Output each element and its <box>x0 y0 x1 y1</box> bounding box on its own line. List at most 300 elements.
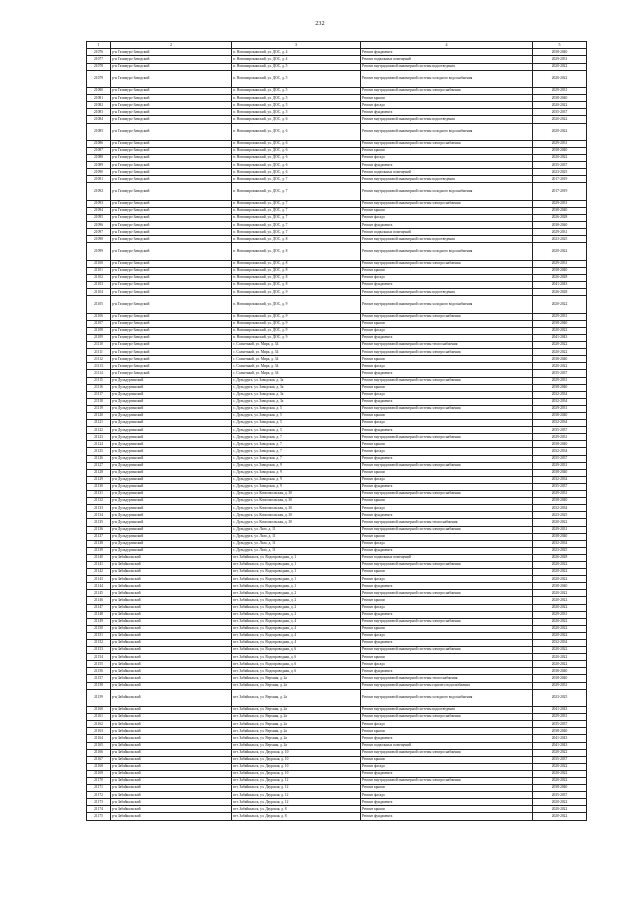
row-number-cell: 21153 <box>87 647 111 654</box>
table-row <box>87 63 587 70</box>
address-cell: с. Дульдурга, ул. Заводская, д. 3а <box>232 391 361 398</box>
work-type-cell: Ремонт внутридомовой инженерной системы электроснабжения <box>361 618 533 625</box>
district-cell: р-н Забайкальский <box>111 618 232 625</box>
period-cell: 2029-2031 <box>533 140 587 147</box>
table-row <box>87 625 587 632</box>
work-type-cell: Ремонт внутридомовой инженерной системы холодного водоснабжения <box>361 243 533 260</box>
table-row <box>87 735 587 742</box>
work-type-cell: Ремонт внутридомовой инженерной системы электроснабжения <box>361 260 533 267</box>
work-type-cell: Ремонт внутридомовой инженерной системы водоотведения <box>361 236 533 243</box>
table-row <box>87 370 587 377</box>
row-number-cell: 21134 <box>87 512 111 519</box>
district-cell: р-н Газимуро-Заводский <box>111 148 232 155</box>
period-cell: 2020-2022 <box>533 363 587 370</box>
column-number: 1 <box>87 42 111 49</box>
work-type-cell: Ремонт внутридомовой инженерной системы водоотведения <box>361 176 533 183</box>
table-row <box>87 260 587 267</box>
period-cell: 2029-2031 <box>533 313 587 320</box>
address-cell: пгт. Забайкальск, ул. Водопроводная, д. 2 <box>232 597 361 604</box>
table-row <box>87 320 587 327</box>
period-cell: 2020-2022 <box>533 799 587 806</box>
district-cell: р-н Газимуро-Заводский <box>111 95 232 102</box>
address-cell: с. Дульдурга, ул. Заводская, д. 7 <box>232 434 361 441</box>
period-cell: 2017-2019 <box>533 183 587 200</box>
period-cell: 2032-2034 <box>533 476 587 483</box>
period-cell: 2035-2037 <box>533 721 587 728</box>
period-cell: 2020-2022 <box>533 749 587 756</box>
table-row <box>87 770 587 777</box>
period-cell: 2032-2034 <box>533 448 587 455</box>
period-cell: 2041-2043 <box>533 707 587 714</box>
address-cell: с. Дульдурга, ул. Комсомольская, д. 30 <box>232 491 361 498</box>
period-cell: 2020-2022 <box>533 349 587 356</box>
period-cell: 2032-2034 <box>533 505 587 512</box>
address-cell: пгт. Забайкальск, ул. Верхняя, д. 2а <box>232 728 361 735</box>
district-cell: р-н Газимуро-Заводский <box>111 140 232 147</box>
table-row <box>87 384 587 391</box>
work-type-cell: Ремонт фундамента <box>361 583 533 590</box>
work-type-cell: Ремонт фундамента <box>361 770 533 777</box>
address-cell: п. Новоширокинский, ул. ДОС, д. 7 <box>232 200 361 207</box>
work-type-cell: Ремонт внутридомовой инженерной системы электроснабжения <box>361 647 533 654</box>
table-row <box>87 533 587 540</box>
address-cell: пгт. Забайкальск, ул. Даурская, д. 8 <box>232 813 361 820</box>
address-cell: п. Новоширокинский, ул. ДОС, д. 7 <box>232 222 361 229</box>
table-row <box>87 654 587 661</box>
address-cell: с. Солнечный, ул. Мира, д. 34 <box>232 349 361 356</box>
row-number-cell: 21103 <box>87 282 111 289</box>
period-cell: 2038-2040 <box>533 356 587 363</box>
address-cell: п. Новоширокинский, ул. ДОС, д. 5 <box>232 102 361 109</box>
address-cell: пгт. Забайкальск, ул. Водопроводная, д. 6 <box>232 654 361 661</box>
address-cell: пгт. Забайкальск, ул. Водопроводная, д. 2 <box>232 590 361 597</box>
column-number: 5 <box>533 42 587 49</box>
period-cell: 2038-2040 <box>533 533 587 540</box>
table-row <box>87 123 587 140</box>
table-row <box>87 342 587 349</box>
district-cell: р-н Газимуро-Заводский <box>111 282 232 289</box>
work-type-cell: Ремонт фундамента <box>361 611 533 618</box>
work-type-cell: Ремонт внутридомовой инженерной системы водоотведения <box>361 707 533 714</box>
district-cell: р-н Газимуро-Заводский <box>111 116 232 123</box>
work-type-cell: Ремонт подвальных помещений <box>361 229 533 236</box>
work-type-cell: Ремонт крыши <box>361 498 533 505</box>
district-cell: р-н Забайкальский <box>111 728 232 735</box>
table-row <box>87 604 587 611</box>
table-row <box>87 792 587 799</box>
table-row <box>87 576 587 583</box>
table-row <box>87 413 587 420</box>
address-cell: пгт. Забайкальск, ул. Даурская, д. 10 <box>232 749 361 756</box>
address-cell: с. Дульдурга, ул. Комсомольская, д. 30 <box>232 505 361 512</box>
work-type-cell: Ремонт фасада <box>361 275 533 282</box>
row-number-cell: 21149 <box>87 618 111 625</box>
work-type-cell: Ремонт внутридомовой инженерной системы электроснабжения <box>361 405 533 412</box>
row-number-cell: 21097 <box>87 229 111 236</box>
row-number-cell: 21156 <box>87 668 111 675</box>
address-cell: п. Новоширокинский, ул. ДОС, д. 9 <box>232 296 361 313</box>
district-cell: р-н Газимуро-Заводский <box>111 169 232 176</box>
row-number-cell: 21139 <box>87 547 111 554</box>
work-type-cell: Ремонт крыши <box>361 728 533 735</box>
work-type-cell: Ремонт внутридомовой инженерной системы электроснабжения <box>361 313 533 320</box>
row-number-cell: 21123 <box>87 434 111 441</box>
row-number-cell: 21159 <box>87 689 111 706</box>
table-row <box>87 448 587 455</box>
table-row <box>87 462 587 469</box>
table-row <box>87 707 587 714</box>
row-number-cell: 21158 <box>87 682 111 689</box>
row-number-cell: 21077 <box>87 56 111 63</box>
district-cell: р-н Газимуро-Заводский <box>111 102 232 109</box>
address-cell: с. Дульдурга, ул. Заводская, д. 5 <box>232 420 361 427</box>
district-cell: р-н Дульдургинский <box>111 441 232 448</box>
address-cell: пгт. Забайкальск, ул. Водопроводная, д. 1 <box>232 561 361 568</box>
district-cell: р-н Газимуро-Заводский <box>111 296 232 313</box>
address-cell: с. Дульдурга, ул. Заводская, д. 7 <box>232 441 361 448</box>
district-cell: р-н Дульдургинский <box>111 455 232 462</box>
period-cell: 2029-2031 <box>533 682 587 689</box>
district-cell: р-н Газимуро-Заводский <box>111 109 232 116</box>
district-cell: р-н Газимуро-Заводский <box>111 289 232 296</box>
period-cell: 2035-2037 <box>533 370 587 377</box>
row-number-cell: 21101 <box>87 267 111 274</box>
address-cell: п. Новоширокинский, ул. ДОС, д. 6 <box>232 140 361 147</box>
table-row <box>87 618 587 625</box>
table-row <box>87 611 587 618</box>
work-type-cell: Ремонт крыши <box>361 533 533 540</box>
district-cell: р-н Газимуро-Заводский <box>111 123 232 140</box>
table-row <box>87 148 587 155</box>
address-cell: с. Дульдурга, ул. Заводская, д. 9 <box>232 476 361 483</box>
address-cell: п. Новоширокинский, ул. ДОС, д. 8 <box>232 236 361 243</box>
district-cell: р-н Забайкальский <box>111 742 232 749</box>
address-cell: пгт. Забайкальск, ул. Даурская, д. 10 <box>232 763 361 770</box>
address-cell: п. Новоширокинский, ул. ДОС, д. 7 <box>232 183 361 200</box>
row-number-cell: 21172 <box>87 792 111 799</box>
row-number-cell: 21110 <box>87 342 111 349</box>
period-cell: 2020-2022 <box>533 618 587 625</box>
work-type-cell: Ремонт внутридомовой инженерной системы холодного водоснабжения <box>361 296 533 313</box>
table-row <box>87 526 587 533</box>
district-cell: р-н Газимуро-Заводский <box>111 155 232 162</box>
row-number-cell: 21089 <box>87 162 111 169</box>
table-row <box>87 200 587 207</box>
district-cell: р-н Газимуро-Заводский <box>111 200 232 207</box>
address-cell: пгт. Забайкальск, ул. Верхняя, д. 2а <box>232 721 361 728</box>
district-cell: р-н Забайкальский <box>111 576 232 583</box>
district-cell: р-н Забайкальский <box>111 654 232 661</box>
table-row <box>87 162 587 169</box>
district-cell: р-н Забайкальский <box>111 661 232 668</box>
table-row <box>87 742 587 749</box>
column-number: 3 <box>232 42 361 49</box>
period-cell: 2023-2025 <box>533 236 587 243</box>
work-type-cell: Ремонт фундамента <box>361 49 533 56</box>
period-cell: 2020-2022 <box>533 123 587 140</box>
district-cell: р-н Газимуро-Заводский <box>111 363 232 370</box>
work-type-cell: Ремонт фундамента <box>361 640 533 647</box>
period-cell: 2020-2022 <box>533 519 587 526</box>
row-number-cell: 21084 <box>87 116 111 123</box>
address-cell: пгт. Забайкальск, ул. Верхняя, д. 2а <box>232 714 361 721</box>
row-number-cell: 21080 <box>87 88 111 95</box>
row-number-cell: 21113 <box>87 363 111 370</box>
row-number-cell: 21117 <box>87 391 111 398</box>
period-cell: 2035-2037 <box>533 427 587 434</box>
address-cell: с. Солнечный, ул. Мира, д. 34 <box>232 356 361 363</box>
row-number-cell: 21122 <box>87 427 111 434</box>
district-cell: р-н Газимуро-Заводский <box>111 260 232 267</box>
address-cell: с. Дульдурга, ул. Заводская, д. 5 <box>232 405 361 412</box>
table-row <box>87 632 587 639</box>
period-cell: 2038-2040 <box>533 413 587 420</box>
row-number-cell: 21124 <box>87 441 111 448</box>
table-row <box>87 275 587 282</box>
row-number-cell: 21098 <box>87 236 111 243</box>
work-type-cell: Ремонт фундамента <box>361 427 533 434</box>
district-cell: р-н Газимуро-Заводский <box>111 275 232 282</box>
table-row <box>87 590 587 597</box>
district-cell: р-н Забайкальский <box>111 668 232 675</box>
table-row <box>87 327 587 334</box>
district-cell: р-н Газимуро-Заводский <box>111 49 232 56</box>
table-row <box>87 434 587 441</box>
district-cell: р-н Забайкальский <box>111 770 232 777</box>
address-cell: пгт. Забайкальск, ул. Даурская, д. 10 <box>232 770 361 777</box>
period-cell: 2020-2022 <box>533 63 587 70</box>
address-cell: с. Дульдурга, ул. Заводская, д. 9 <box>232 469 361 476</box>
row-number-cell: 21087 <box>87 148 111 155</box>
row-number-cell: 21148 <box>87 611 111 618</box>
row-number-cell: 21091 <box>87 176 111 183</box>
period-cell: 2026-2028 <box>533 215 587 222</box>
row-number-cell: 21109 <box>87 334 111 341</box>
district-cell: р-н Забайкальский <box>111 561 232 568</box>
period-cell: 2035-2037 <box>533 455 587 462</box>
period-cell: 2038-2040 <box>533 668 587 675</box>
row-number-cell: 21076 <box>87 49 111 56</box>
period-cell: 2029-2031 <box>533 434 587 441</box>
period-cell: 2017-2019 <box>533 176 587 183</box>
period-cell: 2020-2022 <box>533 296 587 313</box>
row-number-cell: 21151 <box>87 632 111 639</box>
work-type-cell: Ремонт фундамента <box>361 735 533 742</box>
row-number-cell: 21171 <box>87 785 111 792</box>
work-type-cell: Ремонт фундамента <box>361 282 533 289</box>
address-cell: с. Дульдурга, ул. Комсомольская, д. 30 <box>232 519 361 526</box>
district-cell: р-н Забайкальский <box>111 569 232 576</box>
period-cell: 2020-2022 <box>533 813 587 820</box>
table-row <box>87 483 587 490</box>
address-cell: пгт. Забайкальск, ул. Водопроводная, д. 6 <box>232 668 361 675</box>
work-type-cell: Ремонт крыши <box>361 469 533 476</box>
address-cell: с. Дульдурга, ул. Заводская, д. 3а <box>232 377 361 384</box>
table-row <box>87 155 587 162</box>
row-number-cell: 21155 <box>87 661 111 668</box>
table-row <box>87 749 587 756</box>
table-row <box>87 109 587 116</box>
table-row <box>87 222 587 229</box>
district-cell: р-н Забайкальский <box>111 682 232 689</box>
work-type-cell: Ремонт фасада <box>361 215 533 222</box>
district-cell: р-н Газимуро-Заводский <box>111 334 232 341</box>
work-type-cell: Ремонт внутридомовой инженерной системы электроснабжения <box>361 777 533 784</box>
work-type-cell: Ремонт фундамента <box>361 455 533 462</box>
table-row <box>87 296 587 313</box>
work-type-cell: Ремонт фундамента <box>361 512 533 519</box>
row-number-cell: 21165 <box>87 742 111 749</box>
district-cell: р-н Газимуро-Заводский <box>111 267 232 274</box>
table-row <box>87 95 587 102</box>
table-row <box>87 313 587 320</box>
period-cell: 2020-2022 <box>533 70 587 87</box>
table-row <box>87 554 587 561</box>
table-row <box>87 469 587 476</box>
work-type-cell: Ремонт внутридомовой инженерной системы электроснабжения <box>361 434 533 441</box>
row-number-cell: 21145 <box>87 590 111 597</box>
table-row <box>87 70 587 87</box>
address-cell: п. Новоширокинский, ул. ДОС, д. 8 <box>232 267 361 274</box>
row-number-cell: 21138 <box>87 540 111 547</box>
table-row <box>87 640 587 647</box>
row-number-cell: 21136 <box>87 526 111 533</box>
work-type-cell: Ремонт фасада <box>361 448 533 455</box>
row-number-cell: 21127 <box>87 462 111 469</box>
row-number-cell: 21169 <box>87 770 111 777</box>
work-type-cell: Ремонт крыши <box>361 654 533 661</box>
column-number: 4 <box>361 42 533 49</box>
work-type-cell: Ремонт крыши <box>361 806 533 813</box>
row-number-cell: 21088 <box>87 155 111 162</box>
district-cell: р-н Газимуро-Заводский <box>111 320 232 327</box>
row-number-cell: 21166 <box>87 749 111 756</box>
district-cell: р-н Газимуро-Заводский <box>111 327 232 334</box>
address-cell: пгт. Забайкальск, ул. Водопроводная, д. 4 <box>232 618 361 625</box>
district-cell: р-н Дульдургинский <box>111 533 232 540</box>
work-type-cell: Ремонт внутридомовой инженерной системы электроснабжения <box>361 749 533 756</box>
district-cell: р-н Дульдургинский <box>111 391 232 398</box>
column-number-row <box>87 42 587 49</box>
district-cell: р-н Забайкальский <box>111 707 232 714</box>
work-type-cell: Ремонт внутридомовой инженерной системы электроснабжения <box>361 714 533 721</box>
table-row <box>87 183 587 200</box>
period-cell: 2020-2022 <box>533 576 587 583</box>
table-row <box>87 398 587 405</box>
address-cell: пгт. Забайкальск, ул. Водопроводная, д. 2 <box>232 611 361 618</box>
address-cell: пгт. Забайкальск, ул. Верхняя, д. 2а <box>232 675 361 682</box>
table-row <box>87 777 587 784</box>
work-type-cell: Ремонт фасада <box>361 363 533 370</box>
period-cell: 2038-2040 <box>533 675 587 682</box>
address-cell: с. Дульдурга, ул. Заводская, д. 3а <box>232 384 361 391</box>
address-cell: пгт. Забайкальск, ул. Водопроводная, д. 1 <box>232 576 361 583</box>
period-cell: 2032-2034 <box>533 540 587 547</box>
table-row <box>87 561 587 568</box>
district-cell: р-н Газимуро-Заводский <box>111 370 232 377</box>
work-type-cell: Ремонт внутридомовой инженерной системы электроснабжения <box>361 491 533 498</box>
work-type-cell: Ремонт фасада <box>361 540 533 547</box>
district-cell: р-н Газимуро-Заводский <box>111 63 232 70</box>
period-cell: 2029-2031 <box>533 714 587 721</box>
work-type-cell: Ремонт крыши <box>361 207 533 214</box>
district-cell: р-н Забайкальский <box>111 777 232 784</box>
period-cell: 2038-2040 <box>533 441 587 448</box>
address-cell: пгт. Забайкальск, ул. Верхняя, д. 2а <box>232 689 361 706</box>
district-cell: р-н Газимуро-Заводский <box>111 222 232 229</box>
table-row <box>87 682 587 689</box>
period-cell: 2041-2043 <box>533 735 587 742</box>
address-cell: с. Дульдурга, ул. Лазо, д. 11 <box>232 526 361 533</box>
work-type-cell: Ремонт фасада <box>361 102 533 109</box>
period-cell: 2032-2034 <box>533 420 587 427</box>
period-cell: 2020-2022 <box>533 806 587 813</box>
table-row <box>87 334 587 341</box>
address-cell: п. Новоширокинский, ул. ДОС, д. 7 <box>232 207 361 214</box>
address-cell: пгт. Забайкальск, ул. Водопроводная, д. 6 <box>232 661 361 668</box>
address-cell: п. Новоширокинский, ул. ДОС, д. 9 <box>232 327 361 334</box>
row-number-cell: 21152 <box>87 640 111 647</box>
table-row <box>87 756 587 763</box>
work-type-cell: Ремонт фасада <box>361 391 533 398</box>
table-row <box>87 427 587 434</box>
address-cell: п. Новоширокинский, ул. ДОС, д. 6 <box>232 148 361 155</box>
address-cell: п. Новоширокинский, ул. ДОС, д. 6 <box>232 123 361 140</box>
row-number-cell: 21120 <box>87 413 111 420</box>
table-row <box>87 282 587 289</box>
district-cell: р-н Забайкальский <box>111 735 232 742</box>
row-number-cell: 21140 <box>87 554 111 561</box>
address-cell: пгт. Забайкальск, ул. Водопроводная, д. 1 <box>232 554 361 561</box>
row-number-cell: 21150 <box>87 625 111 632</box>
period-cell: 2026-2028 <box>533 554 587 561</box>
period-cell: 2020-2022 <box>533 561 587 568</box>
row-number-cell: 21142 <box>87 569 111 576</box>
period-cell: 2020-2022 <box>533 569 587 576</box>
period-cell: 2029-2031 <box>533 229 587 236</box>
table-row <box>87 356 587 363</box>
page-number: 232 <box>315 21 325 27</box>
table-row <box>87 102 587 109</box>
address-cell: пгт. Забайкальск, ул. Водопроводная, д. 1 <box>232 583 361 590</box>
address-cell: пгт. Забайкальск, ул. Водопроводная, д. 6 <box>232 647 361 654</box>
district-cell: р-н Газимуро-Заводский <box>111 313 232 320</box>
address-cell: пгт. Забайкальск, ул. Водопроводная, д. 1 <box>232 569 361 576</box>
row-number-cell: 21106 <box>87 313 111 320</box>
row-number-cell: 21105 <box>87 296 111 313</box>
row-number-cell: 21121 <box>87 420 111 427</box>
period-cell: 2035-2037 <box>533 162 587 169</box>
work-type-cell: Ремонт фасада <box>361 604 533 611</box>
table-row <box>87 498 587 505</box>
district-cell: р-н Забайкальский <box>111 554 232 561</box>
row-number-cell: 21092 <box>87 183 111 200</box>
district-cell: р-н Газимуро-Заводский <box>111 162 232 169</box>
period-cell: 2020-2022 <box>533 342 587 349</box>
period-cell: 2038-2040 <box>533 498 587 505</box>
work-type-cell: Ремонт внутридомовой инженерной системы водоотведения <box>361 289 533 296</box>
address-cell: п. Новоширокинский, ул. ДОС, д. 9 <box>232 289 361 296</box>
period-cell: 2029-2031 <box>533 88 587 95</box>
period-cell: 2029-2031 <box>533 377 587 384</box>
row-number-cell: 21090 <box>87 169 111 176</box>
period-cell: 2029-2031 <box>533 491 587 498</box>
address-cell: с. Дульдурга, ул. Заводская, д. 5 <box>232 427 361 434</box>
period-cell: 2023-2025 <box>533 512 587 519</box>
period-cell: 2029-2031 <box>533 611 587 618</box>
work-type-cell: Ремонт фасада <box>361 632 533 639</box>
period-cell: 2023-2025 <box>533 689 587 706</box>
